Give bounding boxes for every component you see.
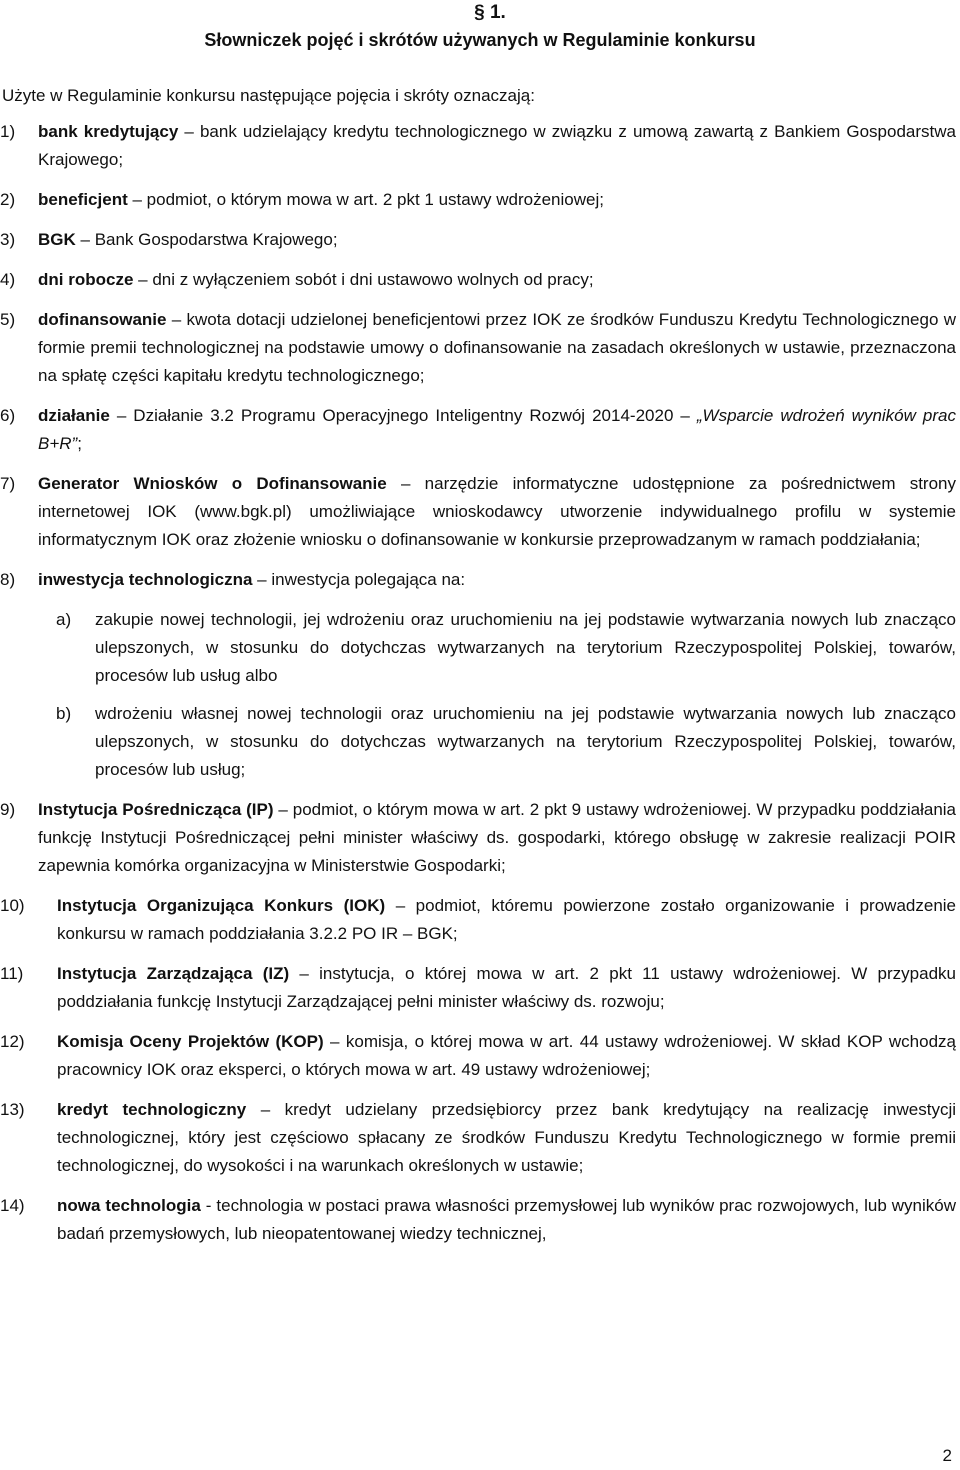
definition-number: 10)	[0, 896, 25, 915]
definition-dash: –	[75, 230, 95, 249]
sub-item-letter: b)	[56, 704, 72, 723]
definition-term: inwestycja technologiczna	[38, 570, 253, 589]
sub-list	[38, 606, 956, 784]
definition-number: 7)	[0, 474, 16, 493]
definition-item	[0, 226, 956, 254]
definition-item	[0, 1096, 956, 1180]
definition-text: narzędzie informatyczne udostępnione za pośrednictwem strony internetowej IOK (www.bgk.pl) umożliwiające wnioskodawcy utworzenie indywidualnego profilu w systemie informatycznym IOK oraz złożenie wniosku o dofinansowanie w konkursie przeprowadzanym w ramach poddziałania;	[38, 474, 957, 549]
definition-text: bank udzielający kredytu technologicznego w związku z umową zawartą z Bankiem Gospodarstwa Krajowego;	[38, 122, 956, 169]
sub-item-letter: a)	[56, 610, 72, 629]
definition-dash: –	[386, 474, 425, 493]
page-title: Słowniczek pojęć i skrótów używanych w Regulaminie konkursu	[204, 30, 756, 50]
definition-item	[0, 306, 956, 390]
sub-item-text: zakupie nowej technologii, jej wdrożeniu oraz uruchomieniu na jej podstawie wytwarzania nowych lub znacząco ulepszonych, w stosunku do dotychczas wytwarzanych na terytorium Rzeczypospolitej Polskiej, towarów, procesów lub usług albo	[95, 610, 956, 685]
definition-dash: –	[289, 964, 320, 983]
definition-item	[0, 1028, 956, 1084]
sub-list-item	[38, 700, 956, 784]
definition-text: podmiot, o którym mowa w art. 2 pkt 9 ustawy wdrożeniowej. W przypadku poddziałania funkcję Instytucji Pośredniczącej pełni minister właściwy ds. gospodarki, którego obsługę w zakresie realizacji POIR zapewnia komórka organizacyjna w Ministerstwie Gospodarki;	[38, 800, 957, 875]
definition-item	[0, 960, 956, 1016]
definition-text: Bank Gospodarstwa Krajowego;	[94, 230, 338, 249]
definition-term: nowa technologia	[57, 1196, 201, 1215]
definition-number: 3)	[0, 230, 16, 249]
definition-item	[0, 186, 956, 214]
definition-item	[0, 266, 956, 294]
definition-number: 8)	[0, 570, 16, 589]
definition-number: 11)	[0, 964, 24, 983]
definition-text: Działanie 3.2 Programu Operacyjnego Inteligentny Rozwój 2014-2020 –	[133, 406, 697, 425]
definition-dash: –	[273, 800, 293, 819]
definition-dash: –	[166, 310, 187, 329]
definition-text: kredyt udzielany przedsiębiorcy przez bank kredytujący na realizację inwestycji technologicznej, który jest częściowo spłacany ze środków Funduszu Kredytu Technologicznego w formie premii technologicznej, do wysokości i na warunkach określonych w ustawie;	[57, 1100, 956, 1175]
page-number: 2	[942, 1446, 952, 1465]
definition-number: 2)	[0, 190, 16, 209]
definitions-list	[0, 118, 956, 1260]
definition-number: 4)	[0, 270, 16, 289]
definition-text: instytucja, o której mowa w art. 2 pkt 11 ustawy wdrożeniowej. W przypadku poddziałania funkcję Instytucji Zarządzającej pełni minister właściwy ds. rozwoju;	[57, 964, 956, 1011]
definition-term: kredyt technologiczny	[57, 1100, 247, 1119]
definition-dash: –	[323, 1032, 346, 1051]
definition-dash: –	[246, 1100, 285, 1119]
definition-term: dofinansowanie	[38, 310, 167, 329]
definition-item	[0, 1192, 956, 1248]
definition-number: 9)	[0, 800, 16, 819]
definition-term: BGK	[38, 230, 76, 249]
sub-item-text: wdrożeniu własnej nowej technologii oraz uruchomieniu na jej podstawie wytwarzania nowych lub znacząco ulepszonych, w stosunku do dotychczas wytwarzanych na terytorium Rzeczypospolitej Polskiej, towarów, procesów lub usług;	[95, 704, 956, 779]
definition-term: bank kredytujący	[38, 122, 179, 141]
definition-number: 1)	[0, 122, 16, 141]
definition-dash: –	[109, 406, 134, 425]
definition-text: podmiot, któremu powierzone zostało organizowanie i prowadzenie konkursu w ramach poddziałania 3.2.2 PO IR – BGK;	[57, 896, 957, 943]
definition-term: Instytucja Zarządzająca (IZ)	[57, 964, 290, 983]
sub-list-item	[38, 606, 956, 690]
definition-text: dni z wyłączeniem sobót i dni ustawowo wolnych od pracy;	[152, 270, 594, 289]
section-number: § 1.	[474, 2, 506, 23]
definition-number: 13)	[0, 1100, 25, 1119]
definition-number: 5)	[0, 310, 16, 329]
definition-number: 6)	[0, 406, 16, 425]
definition-term: działanie	[38, 406, 110, 425]
definition-text: technologia w postaci prawa własności przemysłowej lub wyników prac rozwojowych, lub wyników badań przemysłowych, lub nieopatentowanej wiedzy technicznej,	[57, 1196, 957, 1243]
definition-term: dni robocze	[38, 270, 134, 289]
definition-dash: –	[127, 190, 147, 209]
definition-text: kwota dotacji udzielonej beneficjentowi przez IOK ze środków Funduszu Kredytu Technologicznego w formie premii technologicznej na podstawie umowy o dofinansowanie na zasadach określonych w ustawie, przeznaczona na spłatę części kapitału kredytu technologicznego;	[38, 310, 956, 385]
definition-term: Komisja Oceny Projektów (KOP)	[57, 1032, 324, 1051]
definition-term: Instytucja Pośrednicząca (IP)	[38, 800, 274, 819]
definition-item	[0, 566, 956, 784]
definition-item	[0, 796, 956, 880]
definition-text: komisja, o której mowa w art. 44 ustawy wdrożeniowej. W skład KOP wchodzą pracownicy IOK oraz eksperci, o których mowa w art. 49 ustawy wdrożeniowej;	[57, 1032, 956, 1079]
definition-item	[0, 470, 956, 554]
definition-text: inwestycja polegająca na:	[271, 570, 466, 589]
definition-number: 14)	[0, 1196, 25, 1215]
definition-dash: –	[252, 570, 272, 589]
definition-text: podmiot, o którym mowa w art. 2 pkt 1 ustawy wdrożeniowej;	[146, 190, 604, 209]
definition-dash: –	[178, 122, 200, 141]
definition-term: Instytucja Organizująca Konkurs (IOK)	[57, 896, 386, 915]
definition-term: Generator Wniosków o Dofinansowanie	[38, 474, 387, 493]
intro-text: Użyte w Regulaminie konkursu następujące pojęcia i skróty oznaczają:	[2, 86, 535, 105]
definition-item	[0, 892, 956, 948]
definition-dash: -	[200, 1196, 217, 1215]
definition-italic-text: „Wsparcie wdrożeń wyników prac B+R”	[38, 406, 956, 453]
definition-term: beneficjent	[38, 190, 128, 209]
definition-item	[0, 402, 956, 458]
definition-number: 12)	[0, 1032, 25, 1051]
definition-text-end: ;	[77, 434, 82, 453]
definition-dash: –	[133, 270, 153, 289]
definition-dash: –	[385, 896, 416, 915]
definition-item	[0, 118, 956, 174]
